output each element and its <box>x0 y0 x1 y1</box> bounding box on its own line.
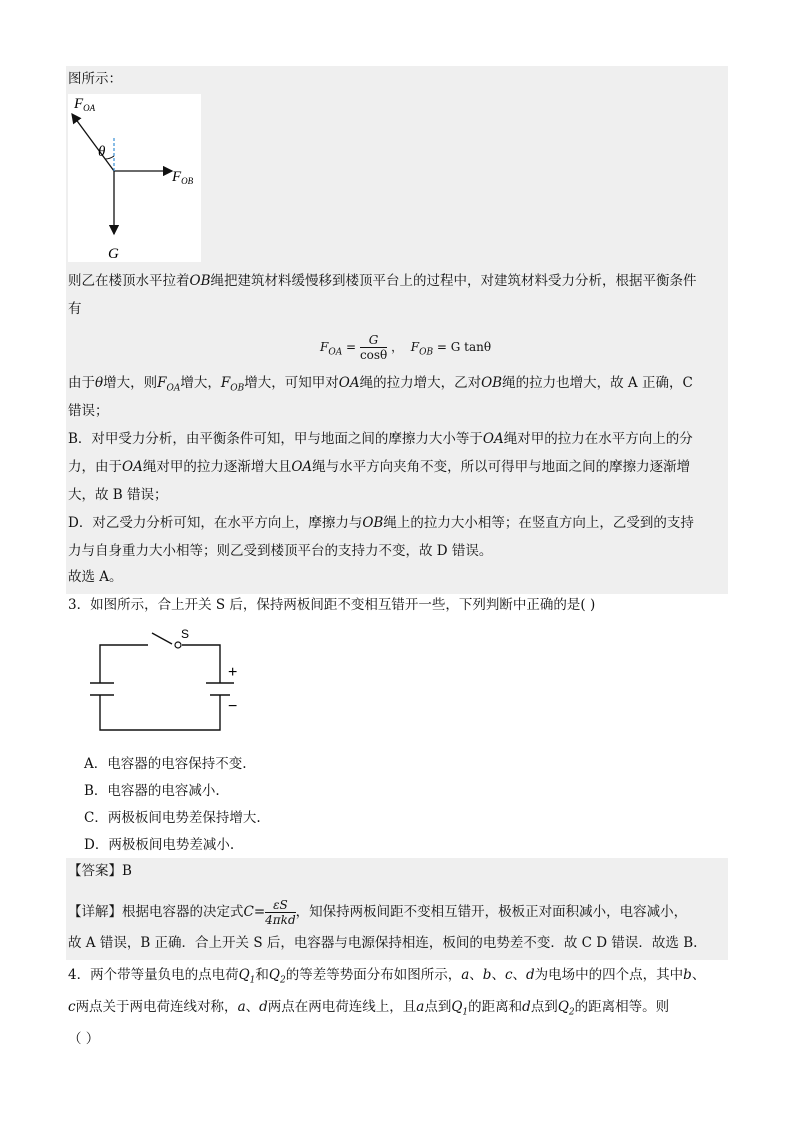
option-d: D．两极板间电势差减小. <box>84 837 235 853</box>
paragraph-1-line-1: 则乙在楼顶水平拉着OB绳把建筑材料缓慢移到楼顶平台上的过程中，对建筑材料受力分析，根据平衡条件 <box>68 273 697 289</box>
option-b-analysis-line-2: 力，由于OA绳对甲的拉力逐渐增大且OA绳与水平方向夹角不变，所以可得甲与地面之间的摩擦力逐渐增 <box>68 459 691 475</box>
option-d-analysis-line-2: 力与自身重力大小相等；则乙受到楼顶平台的支持力不变，故 D 错误。 <box>68 543 493 559</box>
option-b-analysis-line-3: 大，故 B 错误； <box>68 487 168 503</box>
option-b: B．电容器的电容减小. <box>84 783 220 799</box>
foa-label: $F_{OA}$ <box>74 96 96 113</box>
circuit-wire <box>100 645 220 730</box>
question-3-stem: 3．如图所示，合上开关 S 后，保持两板间距不变相互错开一些，下列判断中正确的是( ) <box>68 597 596 613</box>
paragraph-2-line-2: 错误； <box>68 403 109 419</box>
paragraph-2-line-1: 由于θ增大，则$F_{OA}$增大，$F_{OB}$增大，可知甲对OA绳的拉力增大，乙对OB绳的拉力也增大，故 A 正确，C <box>68 375 693 394</box>
solution-intro: 图所示： <box>68 71 122 87</box>
fraction-g-over-cos: $\frac{G}{\cos\theta}$ <box>359 333 388 362</box>
circuit-diagram <box>90 625 250 735</box>
g-label: G <box>108 246 119 262</box>
theta-label: θ <box>98 144 106 160</box>
question-4-line-2: c两点关于两电荷连线对称，a、d两点在两电荷连线上，且a点到$Q_1$的距离和d点到$Q_2$的距离相等。则 <box>68 999 670 1018</box>
solution-conclusion: 故选 A。 <box>68 569 123 585</box>
question-4-line-1: 4．两个带等量负电的点电荷$Q_1$和$Q_2$的等差等势面分布如图所示，a、b、c、d为电场中的四个点，其中b、 <box>68 967 706 986</box>
detail-line-1: 【详解】根据电容器的决定式C= $\frac{\varepsilon S}{\text{4πkd}}$ ，知保持两板间距不变相互错开，极板正对面积减小，电容减小， <box>68 898 688 927</box>
switch-contact <box>175 642 181 648</box>
detail-line-2: 故 A 错误，B 正确．合上开关 S 后，电容器与电源保持相连，板间的电势差不变．故 C D 错误．故选 B. <box>68 935 698 951</box>
switch-label: S <box>181 627 190 641</box>
option-c: C．两极板间电势差保持增大. <box>84 810 261 826</box>
paragraph-1-line-2: 有 <box>68 301 82 317</box>
equilibrium-formula: $F_{OA}$ = $\frac{G}{\cos\theta}$ ， $F_{OB} = G$ tanθ <box>320 333 492 362</box>
fob-label: $F_{OB}$ <box>172 169 194 186</box>
capacitance-fraction: $\frac{\varepsilon S}{\text{4πkd}}$ <box>265 898 296 927</box>
switch-blade <box>152 633 172 644</box>
question-4-answer-blank: （ ） <box>68 1031 100 1047</box>
minus-label: − <box>228 698 238 715</box>
answer: 【答案】B <box>68 863 132 879</box>
option-d-analysis-line-1: D．对乙受力分析可知，在水平方向上，摩擦力与OB绳上的拉力大小相等；在竖直方向上，乙受到的支持 <box>68 515 694 531</box>
force-diagram <box>68 94 201 262</box>
plus-label: + <box>228 664 238 681</box>
option-b-analysis-line-1: B．对甲受力分析，由平衡条件可知，甲与地面之间的摩擦力大小等于OA绳对甲的拉力在水平方向上的分 <box>68 431 693 447</box>
option-a: A．电容器的电容保持不变. <box>84 756 247 772</box>
